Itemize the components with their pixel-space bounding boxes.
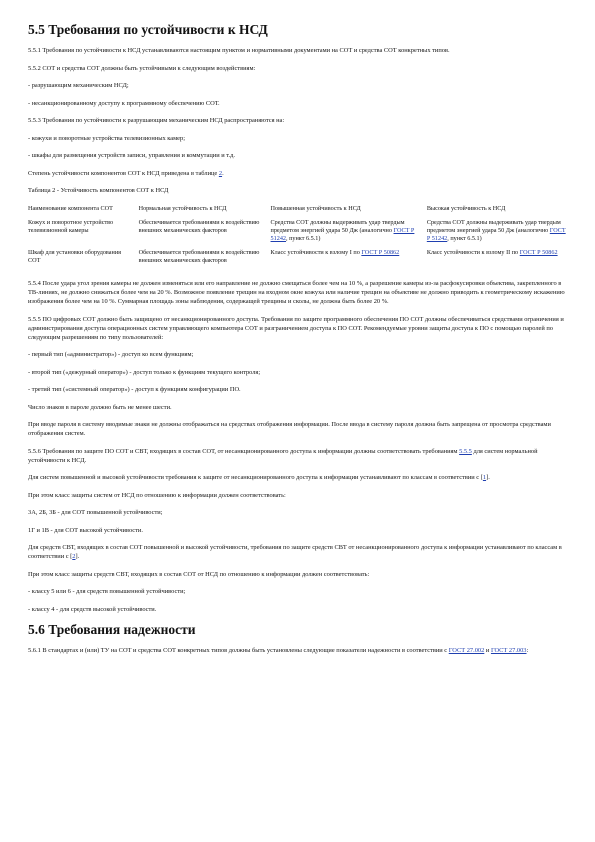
table-cell	[271, 249, 427, 271]
paragraph: Число знаков в пароле должно быть не менее шести.	[28, 403, 172, 411]
paragraph-5-5-2: 5.5.2 СОТ и средства СОТ должны быть устойчивыми к следующим воздействиям:	[28, 64, 256, 72]
text-span: Средства СОТ должны выдерживать удар твердым предметом энергией удара 50 Дж (аналогично	[270, 219, 405, 234]
list-item: - классу 5 или 6 - для средств повышенной устойчивости;	[28, 588, 186, 595]
paragraph	[28, 543, 573, 561]
column-header: Повышенная устойчивость к НСД	[270, 205, 361, 212]
gost-51242-link[interactable]: ГОСТ Р 51242	[426, 227, 566, 242]
table-caption: Таблица 2 - Устойчивость компонентов СОТ к НСД	[28, 187, 169, 194]
column-header: Нормальная устойчивость к НСД	[138, 205, 227, 212]
paragraph: 3А, 2Б, 3Б - для СОТ повышенной устойчивости;	[28, 509, 163, 516]
list-item: - классу 4 - для средств высокой устойчивости.	[28, 605, 157, 613]
text-span: Класс устойчивости к взлому I по	[270, 249, 362, 256]
section-heading-5-6: 5.6 Требования надежности	[28, 622, 196, 637]
column-header: Высокая устойчивость к НСД	[426, 205, 506, 212]
text-span: .	[222, 169, 224, 177]
text-span: и	[484, 647, 491, 654]
table-cell: Кожух и поворотное устройство телевизионной камеры	[28, 219, 114, 234]
table-header-row	[28, 205, 573, 219]
paragraph-5-5-3: 5.5.3 Требования по устойчивости к разрушающим механическим НСД распространяются на:	[28, 117, 285, 124]
gost-27-002-link[interactable]: ГОСТ 27.002	[448, 647, 485, 654]
text-span: для систем нормальной устойчивости к НСД.	[28, 447, 538, 464]
clause-5-5-5-link[interactable]: 5.5.5	[459, 447, 472, 455]
document-page	[28, 14, 573, 664]
table-cell	[271, 219, 427, 249]
gost-50862-link[interactable]: ГОСТ Р 50862	[361, 249, 400, 256]
list-item: - второй тип («дежурный оператор») - доступ только к функциям текущего контроля;	[28, 368, 261, 376]
text-span: Для средств СВТ, входящих в состав СОТ повышенной и высокой устойчивости, требования по защите средств СВТ от несанкционированного доступа к информации устанавливают по классам в соответствии с [	[28, 544, 562, 560]
paragraph-5-5-4: 5.5.4 После удара угол зрения камеры не должен изменяться или его направление не должно смещаться более чем на 10 %, а разрешение камеры из-за расфокусировки объектива, закрепленного в ТВ-линиях, не должно снижаться более чем на 20 %. Возможное появление трещин на входном окне кожуха или наличие трещин на объективе не должно приводить к геометрическому искажению изображения более чем на 10 %. Суммарная площадь зоны наблюдения, содержащей трещины и сколы, не должна быть более 20 %.	[28, 280, 565, 305]
table-cell	[427, 219, 573, 249]
gost-50862-link[interactable]: ГОСТ Р 50862	[519, 249, 558, 256]
paragraph: 1Г и 1В - для СОТ высокой устойчивости.	[28, 526, 143, 534]
text-span: 5.5.6 Требования по защите ПО СОТ и СВТ, входящих в состав СОТ, от несанкционированного доступа к информации должны соответствовать требованиям	[28, 447, 460, 455]
table-cell: Шкаф для установки оборудования СОТ	[28, 249, 121, 264]
gost-51242-link[interactable]: ГОСТ Р 51242	[270, 227, 415, 242]
reference-2-link[interactable]: 2	[72, 553, 76, 560]
paragraph: При этом класс защиты средств СВТ, входящих в состав СОТ от НСД по отношению к информации должен соответствовать:	[28, 570, 370, 578]
list-item: - шкафы для размещения устройств записи, управления и коммутации и т.д.	[28, 152, 235, 159]
list-item: - разрушающим механическим НСД;	[28, 82, 129, 89]
paragraph-5-5-6	[28, 447, 573, 465]
paragraph-5-6-1	[28, 646, 573, 655]
text-span: ].	[486, 474, 490, 481]
table-2-link[interactable]: 2	[218, 169, 223, 177]
text-span: Степень устойчивости компонентов СОТ к НСД приведена в таблице	[28, 169, 219, 177]
paragraph	[28, 473, 573, 482]
text-span: , пункт 6.5.1)	[286, 235, 321, 242]
section-heading-5-5: 5.5 Требования по устойчивости к НСД	[28, 22, 268, 37]
resistance-table	[28, 205, 573, 271]
paragraph: При этом класс защиты систем от НСД по отношению к информации должен соответствовать:	[28, 491, 286, 499]
list-item: - первый тип («администратор») - доступ ко всем функциям;	[28, 351, 194, 358]
reference-1-link[interactable]: 1	[482, 474, 487, 481]
paragraph-5-5-5: 5.5.5 ПО цифровых СОТ должно быть защищено от несанкционированного доступа. Требования по защите программного обеспечения ПО СОТ должны обеспечиваться средствами ограничения и администрирования доступа операционных систем управляющего компьютера СОТ и разграничением доступа к ПО СОТ. Рекомендуемые уровни защиты доступа к ПО с помощью паролей по следующим разрешениям по типу пользователей:	[28, 315, 564, 341]
table-row	[28, 249, 573, 271]
gost-27-003-link[interactable]: ГОСТ 27.003	[490, 647, 527, 654]
text-span: ].	[75, 553, 80, 560]
table-row	[28, 219, 573, 249]
text-span: , пункт 6.5.1)	[447, 235, 482, 242]
column-header: Наименование компонента СОТ	[28, 205, 113, 212]
text-span: :	[526, 647, 529, 654]
text-span: Средства СОТ должны выдерживать удар твердым предметом энергией удара 50 Дж (аналогично	[426, 219, 561, 234]
table-cell	[427, 249, 573, 271]
list-item: - кожухи и поворотные устройства телевизионных камер;	[28, 134, 185, 142]
paragraph-5-5-1: 5.5.1 Требования по устойчивости к НСД устанавливаются настоящим пунктом и нормативными документами на СОТ и средства СОТ конкретных типов.	[28, 47, 450, 54]
text-span: Класс устойчивости к взлому II по	[426, 249, 520, 256]
table-cell: Обеспечивается требованиями к воздействию внешних механических факторов	[138, 219, 260, 234]
list-item: - третий тип («системный оператор») - доступ к функциям конфигурации ПО.	[28, 386, 241, 393]
text-span: 5.6.1 В стандартах и (или) ТУ на СОТ и средства СОТ конкретных типов должны быть установлены следующие показатели надежности в соответствии с	[28, 647, 449, 654]
list-item: - несанкционированному доступу к программному обеспечению СОТ.	[28, 99, 220, 107]
table-reference-paragraph	[28, 169, 573, 178]
paragraph: При вводе пароля в систему вводимые знаки не должны отображаться на средствах отображения информации. После ввода в систему пароля должна быть запрещена от просмотра средствами отображения систем.	[28, 421, 551, 437]
table-cell: Обеспечивается требованиями к воздействию внешних механических факторов	[138, 249, 260, 264]
text-span: Для систем повышенной и высокой устойчивости требования к защите от несанкционированного доступа к информации устанавливают по классам в соответствии с [	[28, 474, 483, 481]
